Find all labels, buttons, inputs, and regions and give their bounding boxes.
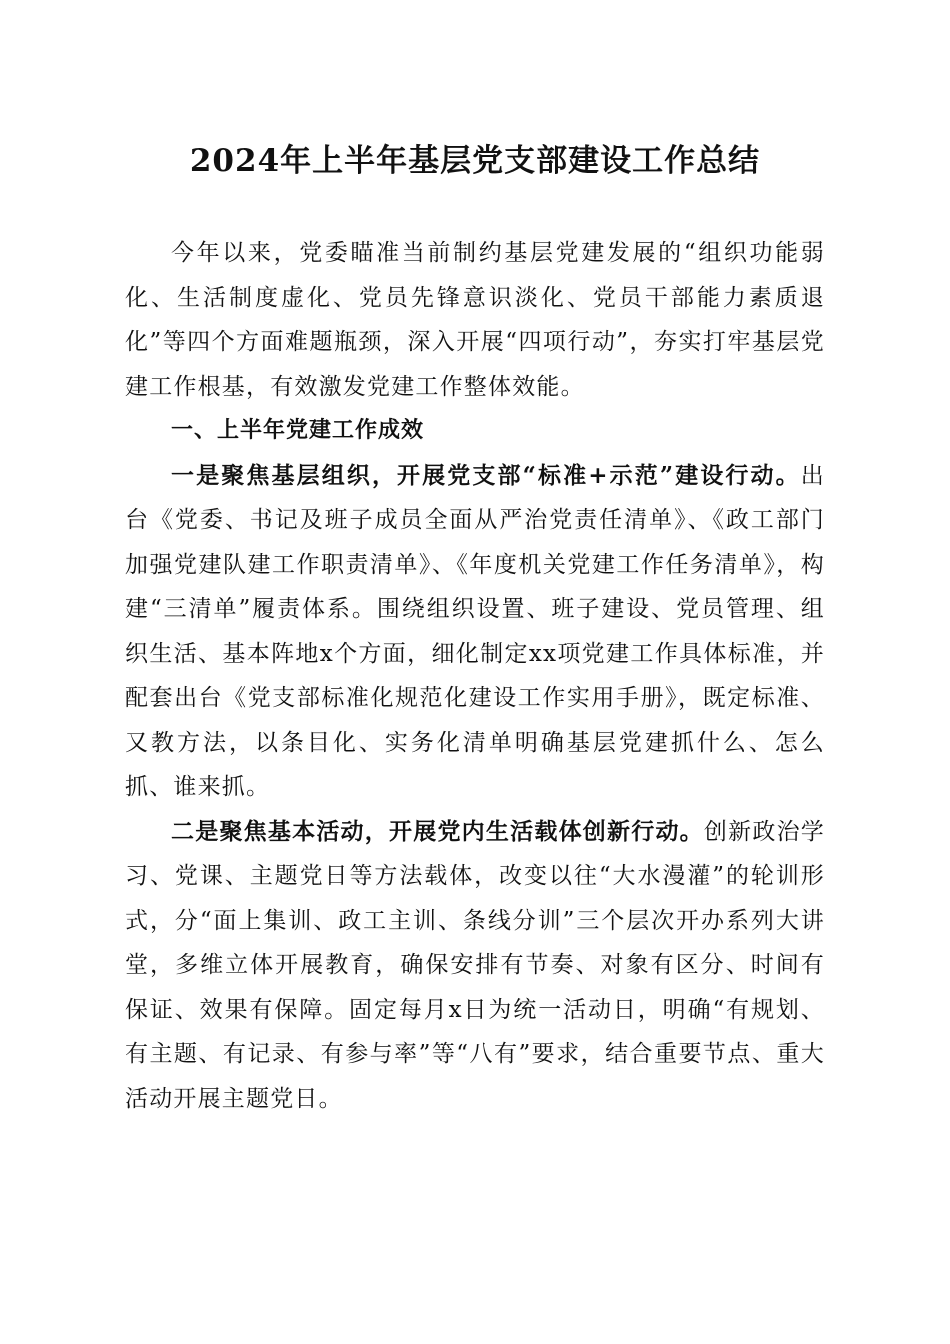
item-paragraph-2 [125,810,825,1122]
intro-paragraph: 今年以来，党委瞄准当前制约基层党建发展的“组织功能弱化、生活制度虚化、党员先锋意识淡化、党员干部能力素质退化”等四个方面难题瓶颈，深入开展“四项行动”，夯实打牢基层党建工作根基，有效激发党建工作整体效能。 [125,240,825,400]
item-body-2: 创新政治学习、党课、主题党日等方法载体，改变以往“大水漫灌”的轮训形式，分“面上集训、政工主训、条线分训”三个层次开办系列大讲堂，多维立体开展教育，确保安排有节奏、对象有区分、时间有保证、效果有保障。固定每月x日为统一活动日，明确“有规划、有主题、有记录、有参与率”等“八有”要求，结合重要节点、重大活动开展主题党日。 [125,818,825,1112]
section-heading: 一、上半年党建工作成效 [171,418,425,443]
item-lead-2: 二是聚焦基本活动，开展党内生活载体创新行动。 [171,817,704,845]
item-lead-1: 一是聚焦基层组织，开展党支部“标准+示范”建设行动。 [171,461,801,489]
document-body [125,231,825,1121]
item-paragraph-1 [125,454,825,810]
item-body-1: 出台《党委、书记及班子成员全面从严治党责任清单》、《政工部门加强党建队建工作职责清单》、《年度机关党建工作任务清单》，构建“三清单”履责体系。围绕组织设置、班子建设、党员管理、组织生活、基本阵地x个方面，细化制定xx项党建工作具体标准，并配套出台《党支部标准化规范化建设工作实用手册》，既定标准、又教方法，以条目化、实务化清单明确基层党建抓什么、怎么抓、谁来抓。 [125,462,825,800]
document-title: 2024年上半年基层党支部建设工作总结 [189,143,761,179]
